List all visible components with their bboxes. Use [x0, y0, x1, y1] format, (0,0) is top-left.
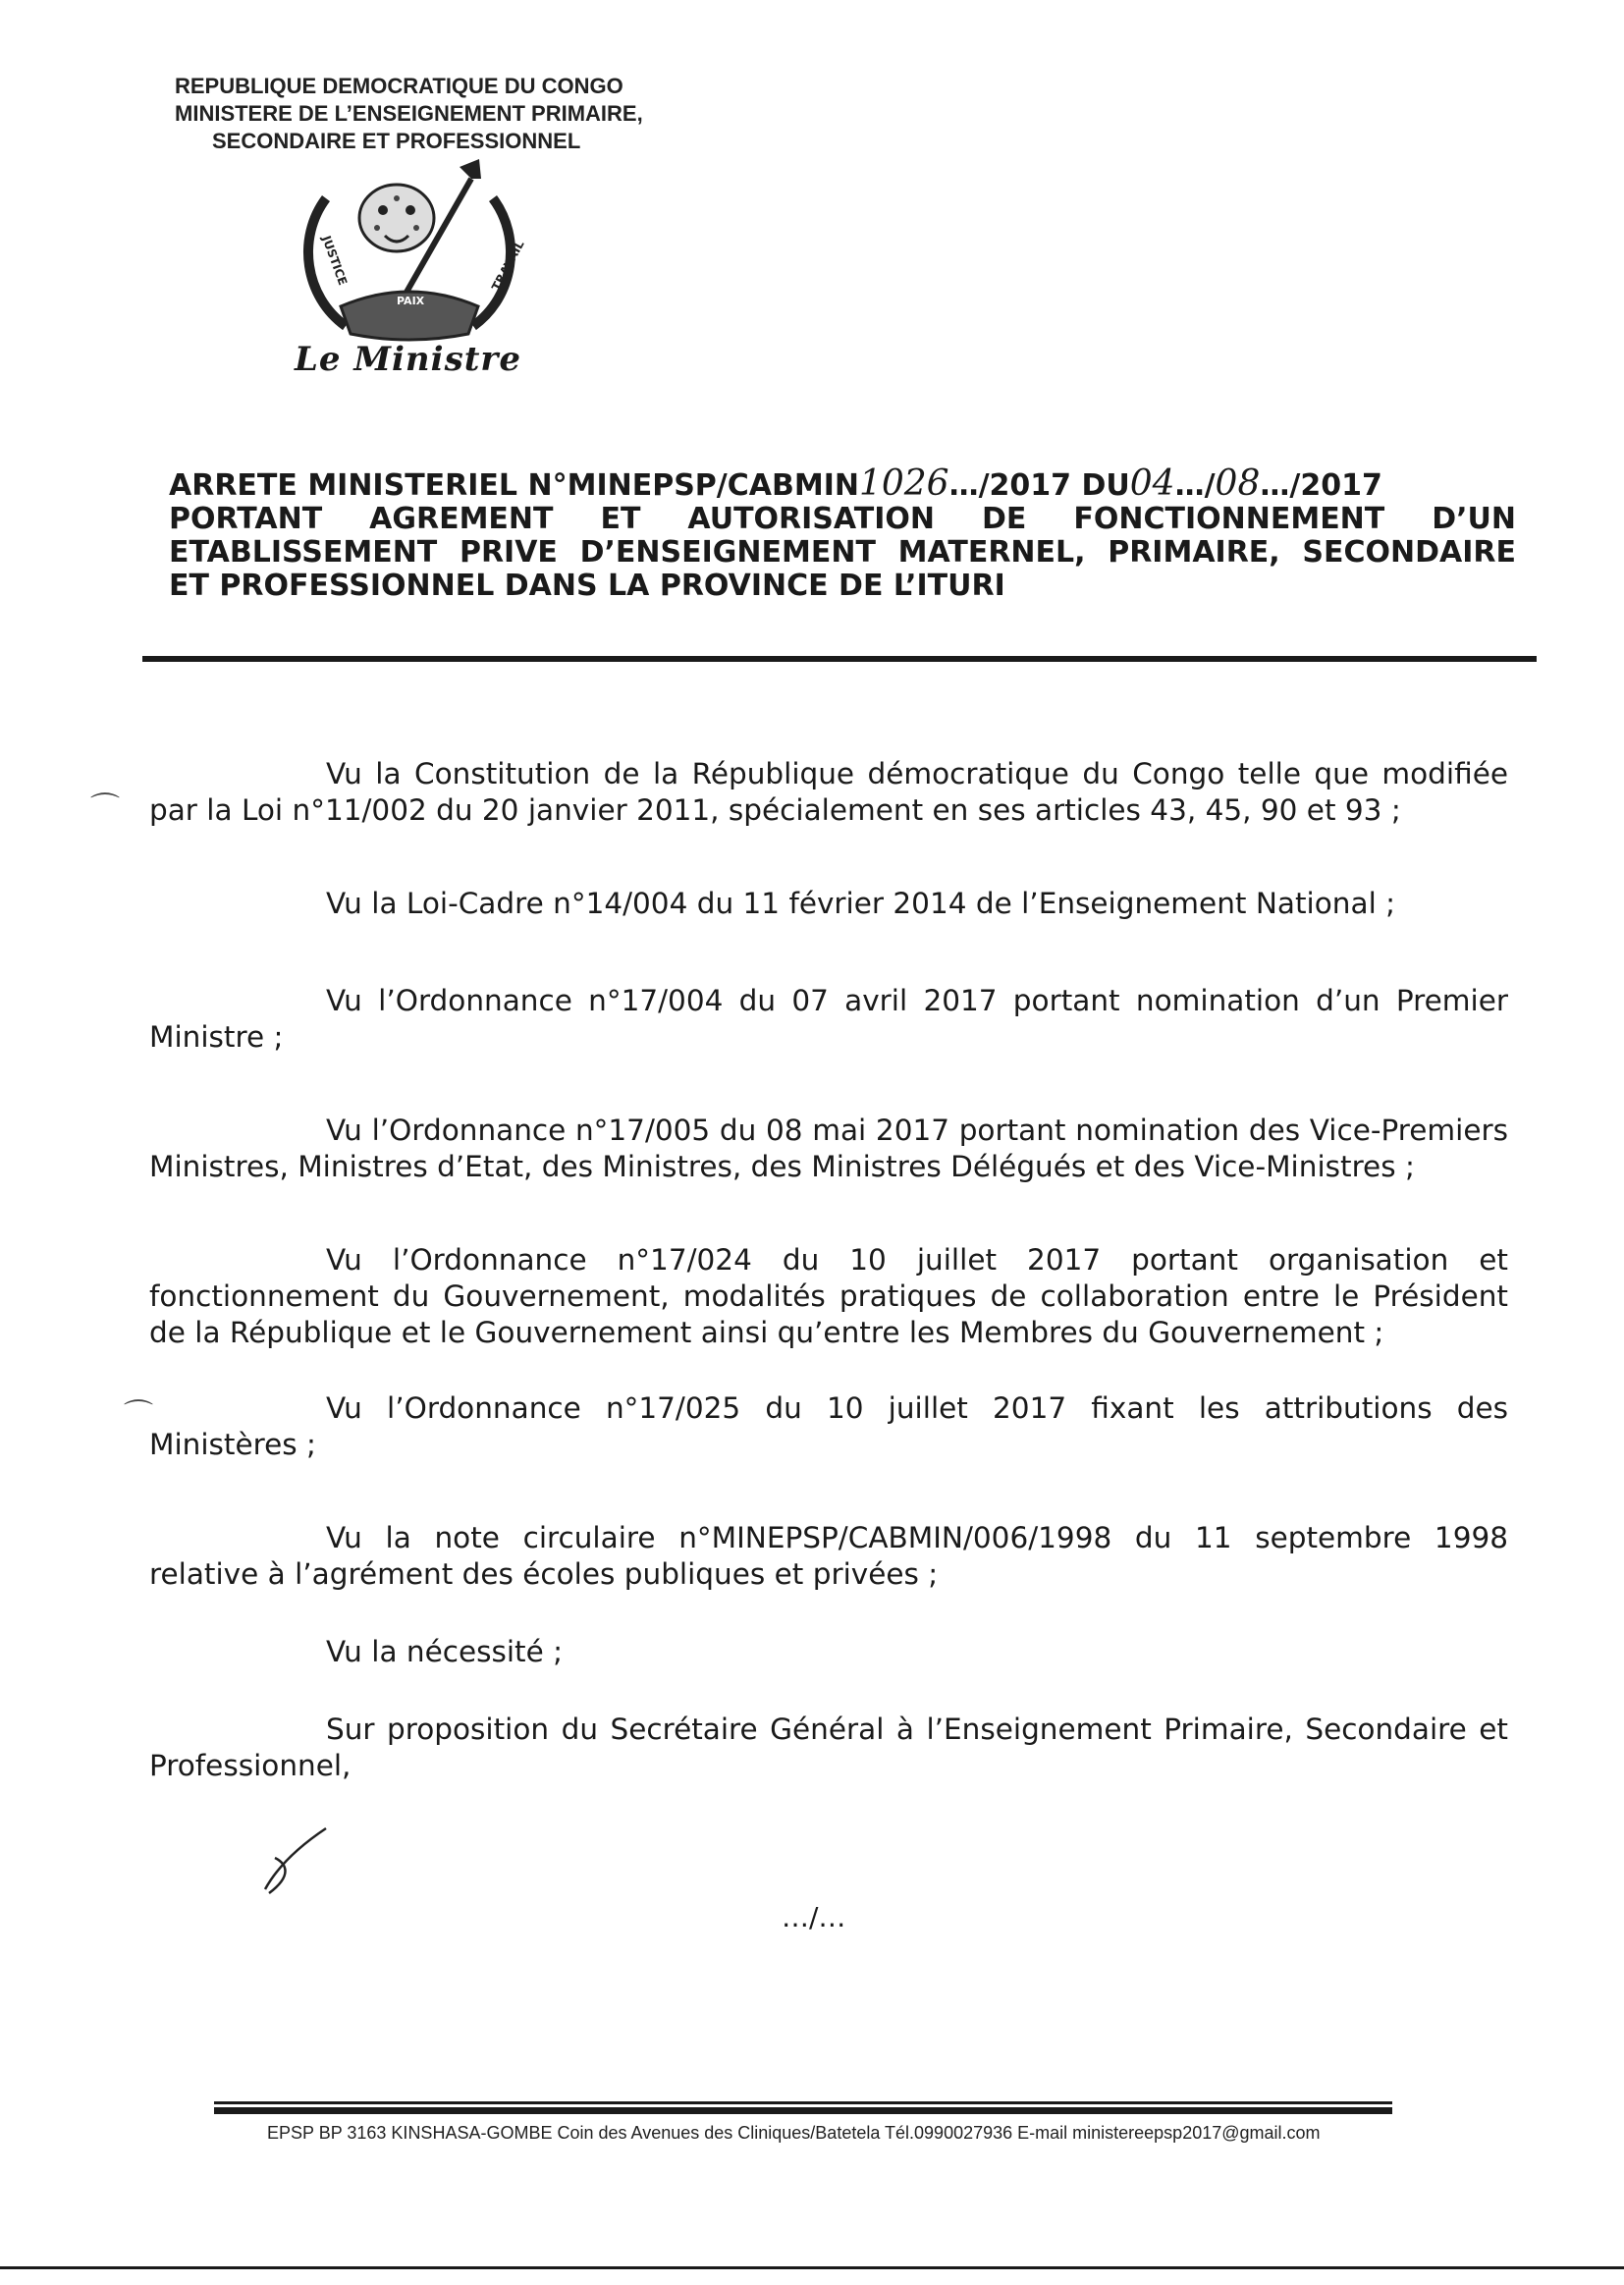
emblem-right-text: TRAVAIL [489, 238, 527, 294]
decree-reference [169, 463, 1516, 504]
decree-ref-prefix: ARRETE MINISTERIEL N°MINEPSP/CABMIN [169, 468, 859, 503]
decree-number-handwritten: 1026 [858, 463, 949, 504]
header-country: REPUBLIQUE DEMOCRATIQUE DU CONGO [175, 74, 623, 98]
signature-title: Le Ministre [295, 340, 521, 379]
decree-title-line-2: PORTANT AGREMENT ET AUTORISATION DE FONCTIONNEMENT D’UN [169, 502, 1516, 536]
preamble-paragraph: Vu l’Ordonnance n°17/004 du 07 avril 2017 portant nomination d’un Premier Ministre ; [149, 984, 1508, 1054]
decree-ref-sep: …/ [1174, 468, 1216, 503]
decree-title-line-4: ET PROFESSIONNEL DANS LA PROVINCE DE L’ITURI [169, 569, 1005, 603]
margin-mark-2: ⌒ [124, 1398, 153, 1433]
margin-mark-1: ⌒ [90, 791, 120, 826]
preamble-paragraph: Vu la Loi-Cadre n°14/004 du 11 février 2014 de l’Enseignement National ; [326, 887, 1396, 920]
preamble-paragraph: Vu l’Ordonnance n°17/024 du 10 juillet 2017 portant organisation et fonctionnement du Gouvernement, modalités pratiques de collaboration entre le Président de la République et le Gouvernement ainsi qu’entre les Membres du Gouvernement ; [149, 1243, 1508, 1349]
header-ministry: MINISTERE DE L’ENSEIGNEMENT PRIMAIRE, [175, 101, 643, 126]
preamble-paragraph: Vu la nécessité ; [326, 1635, 564, 1668]
footer-contact: EPSP BP 3163 KINSHASA-GOMBE Coin des Avenues des Cliniques/Batetela Tél.0990027936 E-mail ministereepsp2017@gmail.com [267, 2123, 1321, 2143]
preamble-paragraph: Sur proposition du Secrétaire Général à l’Enseignement Primaire, Secondaire et Professionnel, [149, 1713, 1508, 1782]
preamble [149, 756, 1508, 1841]
decree-month-handwritten: 08 [1215, 463, 1261, 504]
continuation-mark: …/… [782, 1901, 846, 1933]
footer-divider-thin [214, 2101, 1392, 2104]
preamble-paragraph: Vu la Constitution de la République démocratique du Congo telle que modifiée par la Loi n°11/002 du 20 janvier 2011, spécialement en ses articles 43, 45, 90 et 93 ; [149, 757, 1508, 827]
handwritten-initial [257, 1819, 336, 1897]
decree-title-line-3: ETABLISSEMENT PRIVE D’ENSEIGNEMENT MATERNEL, PRIMAIRE, SECONDAIRE [169, 535, 1516, 570]
ministry-header [175, 73, 725, 155]
coat-of-arms-emblem [287, 159, 532, 346]
preamble-paragraph: Vu la note circulaire n°MINEPSP/CABMIN/006/1998 du 11 septembre 1998 relative à l’agrément des écoles publiques et privées ; [149, 1521, 1508, 1591]
decree-day-handwritten: 04 [1129, 463, 1175, 504]
emblem-bottom-text: PAIX [397, 295, 425, 307]
header-ministry-continued: SECONDAIRE ET PROFESSIONNEL [212, 129, 581, 153]
decree-ref-mid: …/2017 DU [948, 468, 1130, 503]
page-bottom-rule [0, 2266, 1624, 2269]
footer-divider-thick [214, 2107, 1392, 2114]
decree-title [169, 463, 1516, 603]
title-divider [142, 656, 1537, 662]
emblem-left-text: JUSTICE [319, 234, 351, 288]
decree-ref-suffix: …/2017 [1260, 468, 1382, 503]
preamble-paragraph: Vu l’Ordonnance n°17/005 du 08 mai 2017 portant nomination des Vice-Premiers Ministres, Ministres d’Etat, des Ministres, des Ministres Délégués et des Vice-Ministres ; [149, 1114, 1508, 1183]
preamble-paragraph: Vu l’Ordonnance n°17/025 du 10 juillet 2017 fixant les attributions des Ministères ; [149, 1391, 1508, 1461]
